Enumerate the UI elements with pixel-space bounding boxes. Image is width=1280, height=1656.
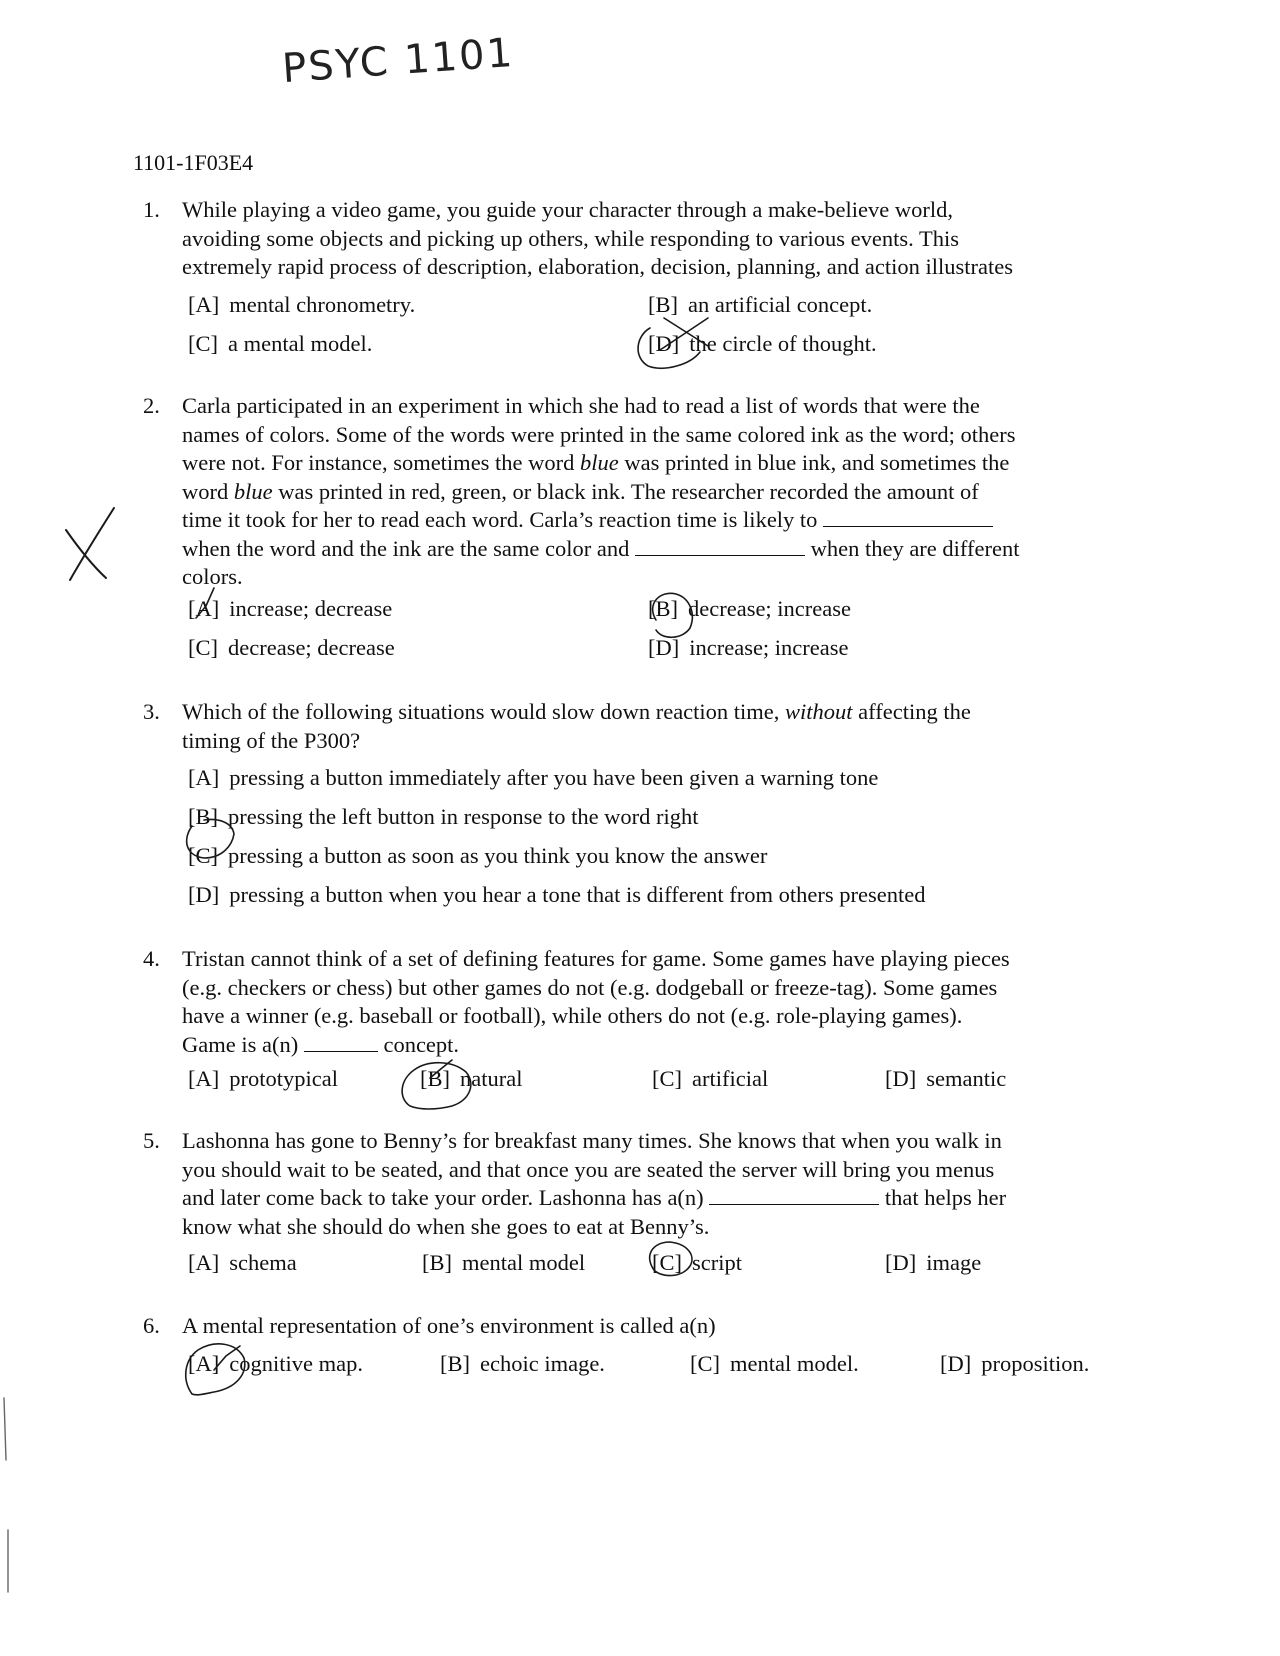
option-5d[interactable]	[885, 1250, 981, 1276]
question-number: 1.	[143, 197, 160, 222]
question-line: time it took for her to read each word. Carla’s reaction time is likely to	[182, 506, 1123, 535]
option-letter: [B]	[648, 292, 678, 317]
option-letter: [D]	[188, 882, 220, 907]
question-4	[143, 945, 1123, 1059]
option-1b[interactable]	[648, 292, 872, 318]
question-line: extremely rapid process of description, elaboration, decision, planning, and action illustrates	[182, 254, 1014, 279]
question-line: avoiding some objects and picking up others, while responding to various events. This	[182, 225, 959, 251]
option-2d[interactable]	[648, 635, 849, 661]
question-text	[182, 392, 1123, 592]
option-4c[interactable]	[652, 1066, 768, 1092]
margin-mark	[4, 1398, 6, 1460]
option-letter: [C]	[188, 843, 218, 868]
question-line: A mental representation of one’s environment is called a(n)	[182, 1313, 716, 1338]
question-line: While playing a video game, you guide your character through a make-believe world,	[182, 197, 953, 222]
option-5b[interactable]	[422, 1250, 585, 1276]
question-number: 4.	[143, 946, 160, 971]
question-3	[143, 698, 1123, 755]
question-line: timing of the P300?	[182, 727, 361, 753]
option-text: schema	[229, 1250, 297, 1275]
option-text: script	[692, 1250, 742, 1275]
option-text: echoic image.	[480, 1351, 605, 1376]
option-letter: [B]	[440, 1351, 470, 1376]
handwritten-course-title: PSYC 1101	[280, 29, 516, 93]
option-letter: [A]	[188, 1351, 220, 1376]
option-6a[interactable]	[188, 1351, 363, 1377]
option-letter: [D]	[885, 1250, 917, 1275]
option-6c[interactable]	[690, 1351, 859, 1377]
option-text: a mental model.	[228, 331, 373, 356]
question-number: 2.	[143, 393, 160, 418]
option-text: image	[926, 1250, 982, 1275]
option-letter: [A]	[188, 1066, 220, 1091]
option-2b[interactable]	[648, 596, 851, 622]
option-3a[interactable]	[188, 765, 878, 791]
option-letter: [D]	[940, 1351, 972, 1376]
option-letter: [C]	[690, 1351, 720, 1376]
option-letter: [C]	[188, 331, 218, 356]
question-line: (e.g. checkers or chess) but other games do not (e.g. dodgeball or freeze-tag). Some games	[182, 974, 998, 1000]
option-letter: [C]	[188, 635, 218, 660]
question-line: when the word and the ink are the same color and when they are different	[182, 535, 1020, 561]
answer-blank	[635, 537, 805, 556]
option-text: decrease; decrease	[228, 635, 395, 660]
option-text: cognitive map.	[229, 1351, 363, 1376]
question-line: names of colors. Some of the words were printed in the same colored ink as the word; others	[182, 421, 1016, 447]
question-text	[182, 196, 1123, 282]
option-letter: [B]	[188, 804, 218, 829]
question-line: have a winner (e.g. baseball or football), while others do not (e.g. role-playing games).	[182, 1003, 963, 1028]
question-number: 6.	[143, 1313, 160, 1338]
question-1	[143, 196, 1123, 282]
option-letter: [B]	[422, 1250, 452, 1275]
question-line: Game is a(n) concept.	[182, 1031, 460, 1057]
option-text: increase; decrease	[229, 596, 393, 621]
option-text: pressing a button when you hear a tone that is different from others presented	[229, 882, 926, 907]
option-letter: [A]	[188, 596, 220, 621]
option-4b[interactable]	[420, 1066, 522, 1092]
option-2c[interactable]	[188, 635, 395, 661]
question-5	[143, 1127, 1123, 1241]
option-letter: [D]	[648, 635, 680, 660]
option-3b[interactable]	[188, 804, 699, 830]
option-letter: [D]	[648, 331, 680, 356]
option-letter: [A]	[188, 1250, 220, 1275]
option-5c[interactable]	[652, 1250, 742, 1276]
question-text	[182, 1312, 1123, 1341]
option-3d[interactable]	[188, 882, 926, 908]
option-text: decrease; increase	[688, 596, 852, 621]
option-text: pressing a button immediately after you have been given a warning tone	[229, 765, 879, 790]
option-letter: [A]	[188, 292, 220, 317]
question-line: know what she should do when she goes to eat at Benny’s.	[182, 1213, 710, 1239]
option-letter: [B]	[420, 1066, 450, 1091]
option-4d[interactable]	[885, 1066, 1006, 1092]
option-text: an artificial concept.	[688, 292, 873, 317]
option-text: mental model	[462, 1250, 586, 1275]
option-3c[interactable]	[188, 843, 767, 869]
answer-blank	[709, 1186, 879, 1205]
question-line: and later come back to take your order. Lashonna has a(n) that helps her	[182, 1185, 1007, 1210]
question-number: 3.	[143, 699, 160, 724]
question-text	[182, 698, 1123, 755]
answer-blank	[823, 508, 993, 527]
question-line: word blue was printed in red, green, or black ink. The researcher recorded the amount of	[182, 478, 979, 504]
question-line: you should wait to be seated, and that once you are seated the server will bring you menus	[182, 1156, 995, 1182]
option-2a[interactable]	[188, 596, 392, 622]
option-text: pressing a button as soon as you think you know the answer	[228, 843, 768, 868]
exam-id: 1101-1F03E4	[133, 150, 254, 175]
option-text: artificial	[692, 1066, 769, 1091]
option-1d[interactable]	[648, 331, 877, 357]
option-6d[interactable]	[940, 1351, 1089, 1377]
option-text: natural	[460, 1066, 523, 1091]
question-line: Which of the following situations would slow down reaction time, without affecting the	[182, 699, 971, 724]
question-text	[182, 1127, 1123, 1241]
answer-blank	[304, 1033, 378, 1052]
option-letter: [A]	[188, 765, 220, 790]
option-4a[interactable]	[188, 1066, 338, 1092]
option-letter: [C]	[652, 1250, 682, 1275]
question-text	[182, 945, 1123, 1059]
question-line: colors.	[182, 564, 243, 589]
question-line: Lashonna has gone to Benny’s for breakfast many times. She knows that when you walk in	[182, 1128, 1002, 1153]
wrong-x-mark	[66, 508, 114, 580]
option-text: semantic	[926, 1066, 1007, 1091]
option-text: mental chronometry.	[229, 292, 416, 317]
option-text: the circle of thought.	[689, 331, 877, 356]
option-text: prototypical	[229, 1066, 338, 1091]
question-number: 5.	[143, 1128, 160, 1153]
option-5a[interactable]	[188, 1250, 297, 1276]
question-6	[143, 1312, 1123, 1341]
option-letter: [C]	[652, 1066, 682, 1091]
option-1a[interactable]	[188, 292, 415, 318]
option-text: mental model.	[730, 1351, 859, 1376]
option-text: proposition.	[981, 1351, 1090, 1376]
option-letter: [B]	[648, 596, 678, 621]
option-6b[interactable]	[440, 1351, 605, 1377]
option-text: pressing the left button in response to the word right	[228, 804, 699, 829]
question-line: were not. For instance, sometimes the word blue was printed in blue ink, and sometimes the	[182, 450, 1010, 475]
option-letter: [D]	[885, 1066, 917, 1091]
option-text: increase; increase	[689, 635, 849, 660]
question-line: Tristan cannot think of a set of defining features for game. Some games have playing pieces	[182, 946, 1010, 971]
question-line: Carla participated in an experiment in which she had to read a list of words that were the	[182, 393, 980, 418]
option-1c[interactable]	[188, 331, 372, 357]
question-2	[143, 392, 1123, 592]
